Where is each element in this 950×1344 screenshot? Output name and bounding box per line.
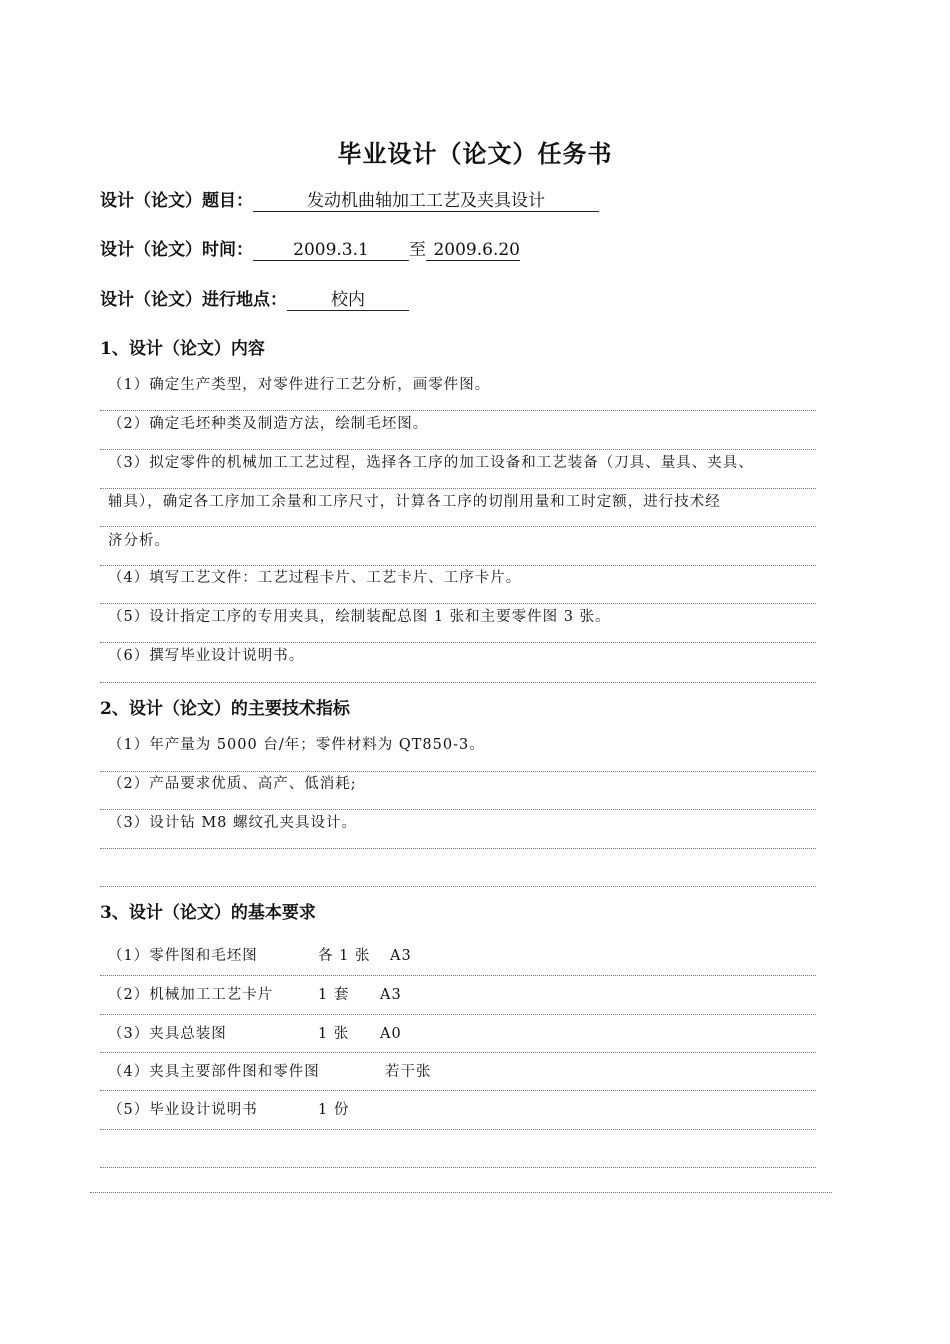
divider xyxy=(100,1129,816,1130)
time-field xyxy=(100,235,520,265)
divider xyxy=(100,642,816,643)
divider xyxy=(100,1167,816,1168)
section2-line: （3）设计钻 M8 螺纹孔夹具设计。 xyxy=(108,815,358,831)
time-to: 至 xyxy=(409,240,426,260)
requirement-row xyxy=(108,1023,402,1045)
divider xyxy=(100,809,816,810)
divider xyxy=(100,886,816,887)
section1-line: （4）填写工艺文件：工艺过程卡片、工艺卡片、工序卡片。 xyxy=(108,570,522,586)
requirement-size: A3 xyxy=(380,987,402,1003)
requirement-row xyxy=(108,984,402,1006)
divider xyxy=(100,1090,816,1091)
section1-line: （1）确定生产类型，对零件进行工艺分析，画零件图。 xyxy=(108,377,491,393)
requirement-qty: 各 1 张 xyxy=(318,948,371,964)
requirement-item: （2）机械加工工艺卡片 xyxy=(108,987,274,1003)
section2-line: （1）年产量为 5000 台/年；零件材料为 QT850-3。 xyxy=(108,737,485,753)
divider xyxy=(100,488,816,489)
place-label: 设计（论文）进行地点： xyxy=(100,290,287,310)
topic-value: 发动机曲轴加工工艺及夹具设计 xyxy=(253,191,599,212)
divider xyxy=(100,1014,816,1015)
requirement-row xyxy=(108,1099,349,1121)
page-bottom-divider xyxy=(90,1192,832,1193)
section1-line: （2）确定毛坯种类及制造方法，绘制毛坯图。 xyxy=(108,416,429,432)
requirement-row xyxy=(108,945,412,967)
time-label: 设计（论文）时间： xyxy=(100,240,253,260)
section3-heading: 3、设计（论文）的基本要求 xyxy=(100,903,316,923)
place-field xyxy=(100,285,409,315)
page-title: 毕业设计（论文）任务书 xyxy=(337,140,613,168)
section1-line: （5）设计指定工序的专用夹具，绘制装配总图 1 张和主要零件图 3 张。 xyxy=(108,609,611,625)
section2-heading: 2、设计（论文）的主要技术指标 xyxy=(100,699,350,719)
requirement-qty: 1 套 xyxy=(318,987,350,1003)
time-start: 2009.3.1 xyxy=(253,240,409,261)
section2-line: （2）产品要求优质、高产、低消耗; xyxy=(108,776,357,792)
divider xyxy=(100,1052,816,1053)
divider xyxy=(100,449,816,450)
time-end: 2009.6.20 xyxy=(426,240,520,261)
divider xyxy=(100,410,816,411)
requirement-qty: 若干张 xyxy=(385,1064,432,1080)
requirement-size: A3 xyxy=(390,948,412,964)
requirement-row xyxy=(108,1061,432,1083)
requirement-qty: 1 张 xyxy=(318,1026,350,1042)
place-value: 校内 xyxy=(287,290,409,311)
requirement-qty: 1 份 xyxy=(318,1102,350,1118)
section1-line: 济分析。 xyxy=(108,533,170,549)
divider xyxy=(100,682,816,683)
topic-field xyxy=(100,186,599,216)
requirement-item: （3）夹具总装图 xyxy=(108,1026,227,1042)
requirement-item: （4）夹具主要部件图和零件图 xyxy=(108,1064,320,1080)
divider xyxy=(100,848,816,849)
divider xyxy=(100,603,816,604)
section1-line: （6）撰写毕业设计说明书。 xyxy=(108,648,305,664)
section1-heading: 1、设计（论文）内容 xyxy=(100,339,265,359)
requirement-item: （1）零件图和毛坯图 xyxy=(108,948,258,964)
requirement-size: A0 xyxy=(380,1026,402,1042)
divider xyxy=(100,565,816,566)
divider xyxy=(100,771,816,772)
divider xyxy=(100,526,816,527)
section1-line: 辅具），确定各工序加工余量和工序尺寸，计算各工序的切削用量和工时定额，进行技术经 xyxy=(108,494,721,510)
divider xyxy=(100,975,816,976)
requirement-item: （5）毕业设计说明书 xyxy=(108,1102,258,1118)
topic-label: 设计（论文）题目： xyxy=(100,191,253,211)
section1-line: （3）拟定零件的机械加工工艺过程，选择各工序的加工设备和工艺装备（刀具、量具、夹具、 xyxy=(108,455,754,471)
